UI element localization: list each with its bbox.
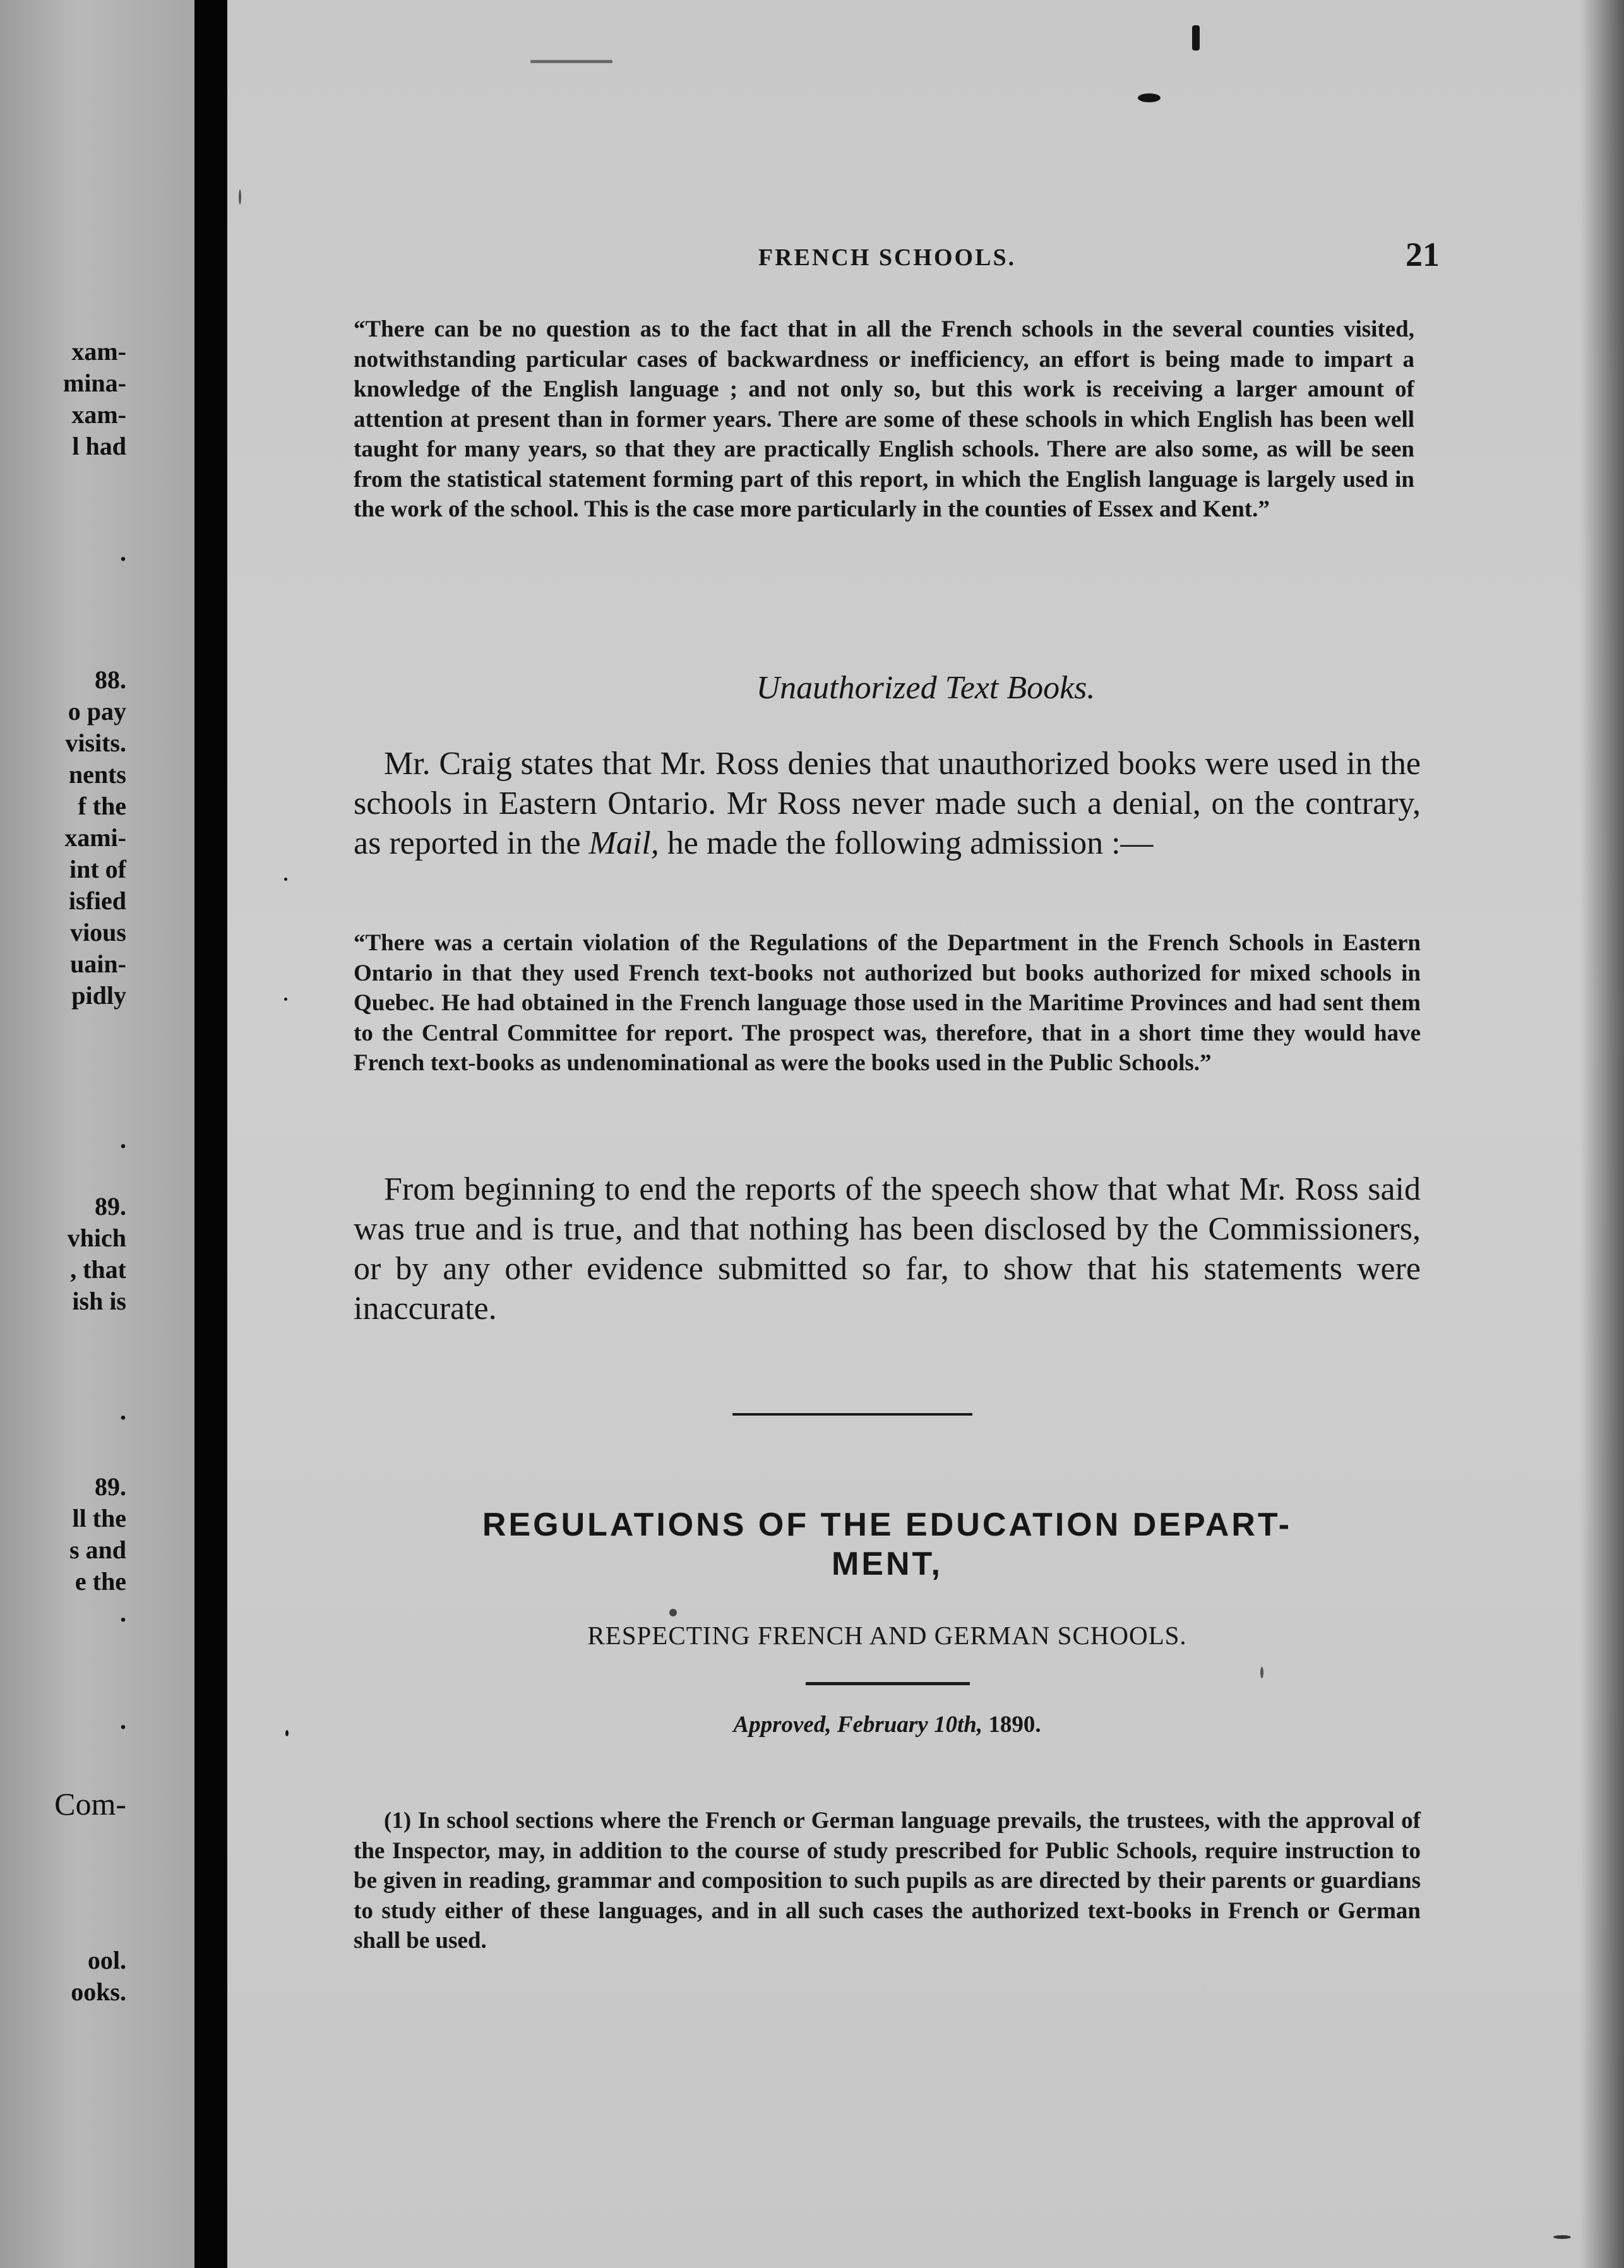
facing-page-line: f the bbox=[78, 792, 126, 820]
facing-page-line: vhich bbox=[67, 1224, 126, 1252]
running-head bbox=[354, 235, 1440, 279]
facing-page-line: . bbox=[120, 1125, 126, 1154]
newspaper-title: Mail, bbox=[588, 825, 659, 861]
facing-page-line: 89. bbox=[95, 1192, 126, 1221]
facing-page-line: l had bbox=[72, 432, 126, 460]
facing-page-line: o pay bbox=[68, 697, 126, 725]
regulation-clause-1: (1) In school sections where the French or German language prevails, the trustees, with the approval of the Inspector, may, in addition to the course of study prescribed for Public Schools, require instruction to be given in reading, grammar and composition to such pupils as are directed by their parents or guardians to study either of these languages, and in all such cases the authorized text-books in French or German shall be used. bbox=[354, 1808, 1421, 1954]
facing-page-fragment bbox=[0, 1705, 126, 1736]
facing-page-fragment bbox=[0, 537, 126, 568]
regulations-title-line: REGULATIONS OF THE EDUCATION DEPART- bbox=[482, 1507, 1293, 1543]
regulations-title-line: MENT, bbox=[832, 1546, 943, 1582]
facing-page-line: xam- bbox=[71, 337, 126, 366]
facing-page-line: int of bbox=[69, 855, 126, 883]
page-number: 21 bbox=[1406, 236, 1440, 273]
facing-page-line: ll the bbox=[72, 1504, 126, 1532]
facing-page-fragment bbox=[0, 1124, 126, 1155]
regulations-subtitle: RESPECTING FRENCH AND GERMAN SCHOOLS. bbox=[587, 1621, 1187, 1650]
reports-paragraph: From beginning to end the reports of the speech show that what Mr. Ross said was true and is true, and that nothing has been disclosed by the Commissioners, or by any other evidence submitted so far, to show that his statements were inaccurate. bbox=[354, 1171, 1421, 1327]
facing-page-line: vious bbox=[70, 918, 126, 946]
facing-page-fragment bbox=[0, 1788, 126, 1820]
facing-page-line: 88. bbox=[95, 665, 126, 694]
craig-paragraph bbox=[354, 744, 1421, 863]
facing-page-line: . bbox=[120, 1397, 126, 1425]
approval-date-text: Approved, February 10th, bbox=[733, 1712, 983, 1738]
approval-date bbox=[354, 1711, 1421, 1738]
facing-page-line: . bbox=[120, 538, 126, 566]
facing-page-line: e the bbox=[75, 1567, 126, 1596]
facing-page-line: isfied bbox=[68, 886, 126, 915]
section-divider bbox=[732, 1413, 972, 1416]
craig-paragraph-text: Mr. Craig states that Mr. Ross denies that unauthorized books were used in the schools in Eastern Ontario. Mr Ross never made such a denial, on the contrary, as reported in the bbox=[354, 746, 1421, 861]
facing-page-line: nents bbox=[68, 760, 126, 789]
facing-page bbox=[0, 0, 194, 2268]
facing-page-line: 89. bbox=[95, 1472, 126, 1501]
facing-page-fragment bbox=[0, 336, 126, 462]
page bbox=[227, 0, 1624, 2268]
facing-page-line: . bbox=[120, 1706, 126, 1734]
facing-page-line: ooks. bbox=[71, 1978, 126, 2006]
facing-page-fragment bbox=[0, 1471, 126, 1629]
facing-page-line: xami- bbox=[64, 823, 126, 852]
approval-year: 1890. bbox=[988, 1712, 1041, 1738]
regulations-title bbox=[354, 1505, 1421, 1584]
facing-page-line: s and bbox=[69, 1536, 126, 1564]
facing-page-fragment bbox=[0, 1395, 126, 1427]
facing-page-line: . bbox=[120, 1599, 126, 1627]
facing-page-fragment bbox=[0, 1191, 126, 1317]
facing-page-line: visits. bbox=[65, 729, 126, 757]
book-gutter bbox=[194, 0, 227, 2268]
facing-page-fragment bbox=[0, 664, 126, 1012]
facing-page-line: ool. bbox=[87, 1946, 126, 1974]
facing-page-line: uain- bbox=[70, 950, 126, 978]
facing-page-line: , that bbox=[70, 1255, 126, 1284]
section-heading: Unauthorized Text Books. bbox=[756, 670, 1096, 706]
facing-page-line: pidly bbox=[71, 981, 126, 1010]
facing-page-line: mina- bbox=[63, 369, 126, 397]
inspectors-report-quote: “There can be no question as to the fact that in all the French schools in the several counties visited, notwithstanding particular cases of backwardness or inefficiency, an effort is being made to impart a knowledge of the English language ; and not only so, but this work is receiving a larger amount of attention at present than in former years. There are some of these schools in which English has been well taught for many years, so that they are practically English schools. There are also some, as will be seen from the statistical statement forming part of this report, in which the English language is largely used in the work of the school. This is the case more particularly in the counties of Essex and Kent.” bbox=[354, 316, 1414, 522]
running-head-title: FRENCH SCHOOLS. bbox=[758, 244, 1017, 271]
facing-page-fragment bbox=[0, 1945, 126, 2008]
craig-paragraph-text-end: he made the following admission :— bbox=[659, 825, 1154, 861]
subtitle-divider bbox=[806, 1682, 970, 1685]
ross-admission-quote: “There was a certain violation of the Regulations of the Department in the French Schools in Eastern Ontario in that they used French text-books not authorized but books authorized for mixed schools in Quebec. He had obtained in the French language those used in the Maritime Provinces and had sent them to the Central Committee for report. The prospect was, therefore, that in a short time they would have French text-books as undenominational as were the books used in the Public Schools.” bbox=[354, 930, 1421, 1076]
facing-page-line: Com- bbox=[54, 1786, 126, 1822]
facing-page-line: xam- bbox=[71, 400, 126, 429]
facing-page-line: ish is bbox=[72, 1287, 126, 1315]
